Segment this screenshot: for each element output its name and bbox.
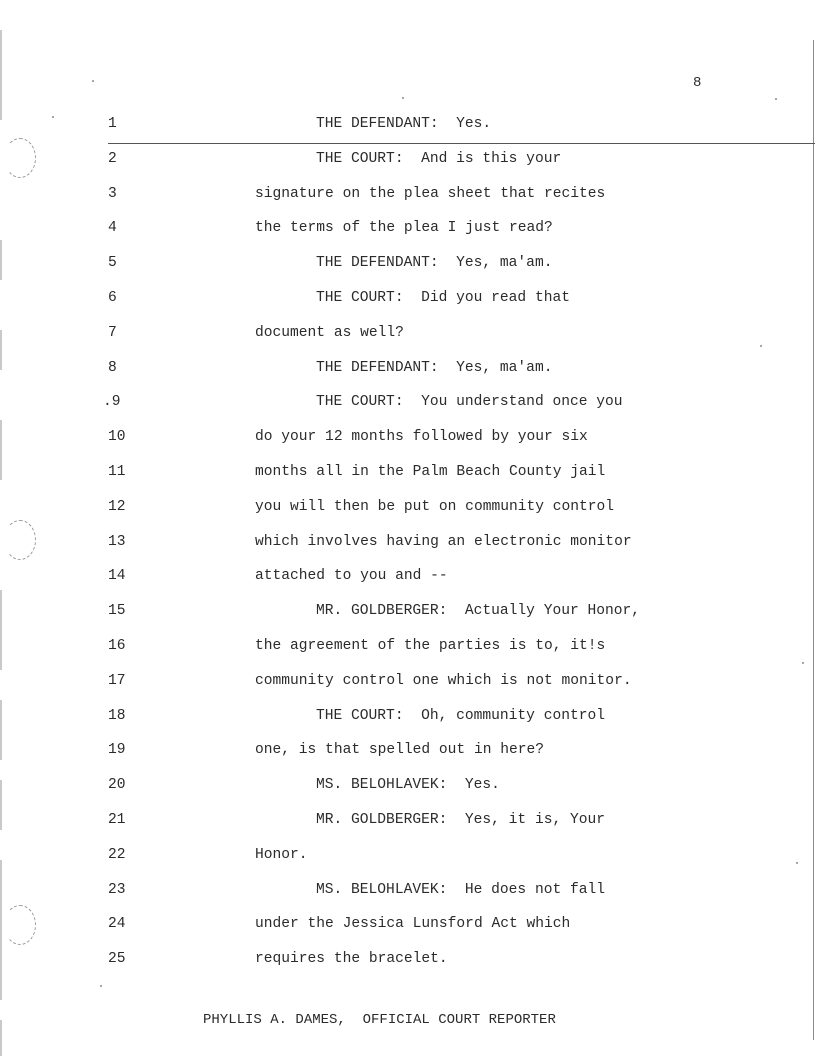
line-text: one, is that spelled out in here? <box>255 742 545 759</box>
line-text: MR. GOLDBERGER: Yes, it is, Your <box>316 812 606 828</box>
line-text: the terms of the plea I just read? <box>255 220 553 237</box>
line-text: requires the bracelet. <box>255 951 448 968</box>
transcript-line <box>0 880 817 900</box>
transcript-line <box>0 253 817 273</box>
line-number: 11 <box>108 464 126 480</box>
transcript-line <box>0 636 817 656</box>
header-rule <box>108 143 815 144</box>
transcript-line <box>0 323 817 343</box>
transcript-line <box>0 845 817 865</box>
line-text: do your 12 months followed by your six <box>255 429 588 446</box>
line-number: 5 <box>108 255 117 272</box>
line-text: which involves having an electronic monitor <box>255 533 632 550</box>
transcript-line <box>0 218 817 238</box>
court-reporter-footer: PHYLLIS A. DAMES, OFFICIAL COURT REPORTER <box>203 1012 556 1028</box>
transcript-line <box>0 392 817 412</box>
line-text: THE DEFENDANT: Yes, ma'am. <box>316 255 553 272</box>
line-text: you will then be put on community control <box>255 498 615 515</box>
scan-speck <box>760 345 762 347</box>
margin-mark <box>0 30 2 120</box>
transcript-line <box>0 462 817 482</box>
line-text: MS. BELOHLAVEK: Yes. <box>316 777 500 794</box>
transcript-line <box>0 775 817 795</box>
transcript-line <box>0 358 817 378</box>
line-number: 8 <box>108 359 117 376</box>
transcript-line <box>0 601 817 621</box>
line-text: THE COURT: You understand once you <box>316 394 623 411</box>
line-text: THE DEFENDANT: Yes. <box>316 116 492 132</box>
transcript-line <box>0 184 817 204</box>
transcript-line <box>0 706 817 726</box>
line-number: 23 <box>108 881 126 898</box>
scan-speck <box>92 80 94 82</box>
transcript-line <box>0 671 817 691</box>
line-number: 13 <box>108 533 126 550</box>
line-text: document as well? <box>255 324 404 341</box>
line-number: 20 <box>108 777 126 794</box>
line-number: 19 <box>108 742 126 759</box>
line-number: 3 <box>108 185 117 202</box>
line-number: 17 <box>108 672 126 689</box>
line-number: 4 <box>108 220 117 237</box>
transcript-line <box>0 288 817 308</box>
line-text: MS. BELOHLAVEK: He does not fall <box>316 881 606 898</box>
line-number: 2 <box>108 150 117 167</box>
line-text: under the Jessica Lunsford Act which <box>255 916 571 933</box>
line-text: THE DEFENDANT: Yes, ma'am. <box>316 359 553 376</box>
line-number: 14 <box>108 568 126 585</box>
line-number: 7 <box>108 324 117 341</box>
line-number: 16 <box>108 638 126 654</box>
transcript-line <box>0 949 817 969</box>
page-number: 8 <box>693 75 702 91</box>
line-text: attached to you and -- <box>255 568 448 585</box>
scan-speck <box>775 98 777 100</box>
transcript-line <box>0 810 817 830</box>
transcript-line <box>0 532 817 552</box>
line-text: MR. GOLDBERGER: Actually Your Honor, <box>316 603 641 620</box>
line-text: the agreement of the parties is to, it!s <box>255 638 606 654</box>
line-number: 6 <box>108 290 117 306</box>
line-text: Honor. <box>255 846 308 863</box>
scan-speck <box>100 985 102 987</box>
transcript-line <box>0 914 817 934</box>
margin-mark <box>0 1020 2 1056</box>
transcript-line <box>0 149 817 169</box>
line-text: THE COURT: Oh, community control <box>316 707 606 724</box>
line-number: 25 <box>108 951 126 968</box>
line-number: 12 <box>108 498 126 515</box>
line-number: 1 <box>108 116 117 132</box>
transcript-line <box>0 427 817 447</box>
line-text: THE COURT: Did you read that <box>316 290 570 306</box>
line-number: 10 <box>108 429 126 446</box>
line-number: 24 <box>108 916 126 933</box>
line-text: signature on the plea sheet that recites <box>255 185 606 202</box>
line-text: THE COURT: And is this your <box>316 150 562 167</box>
line-text: months all in the Palm Beach County jail <box>255 464 606 480</box>
line-number: 15 <box>108 603 126 620</box>
line-number: .9 <box>103 394 121 411</box>
transcript-line <box>0 114 817 134</box>
transcript-line <box>0 566 817 586</box>
transcript-line <box>0 497 817 517</box>
line-text: community control one which is not monitor. <box>255 672 632 689</box>
line-number: 21 <box>108 812 126 828</box>
line-number: 18 <box>108 707 126 724</box>
scan-speck <box>802 662 804 664</box>
transcript-line <box>0 740 817 760</box>
line-number: 22 <box>108 846 126 863</box>
scan-speck <box>402 97 404 99</box>
